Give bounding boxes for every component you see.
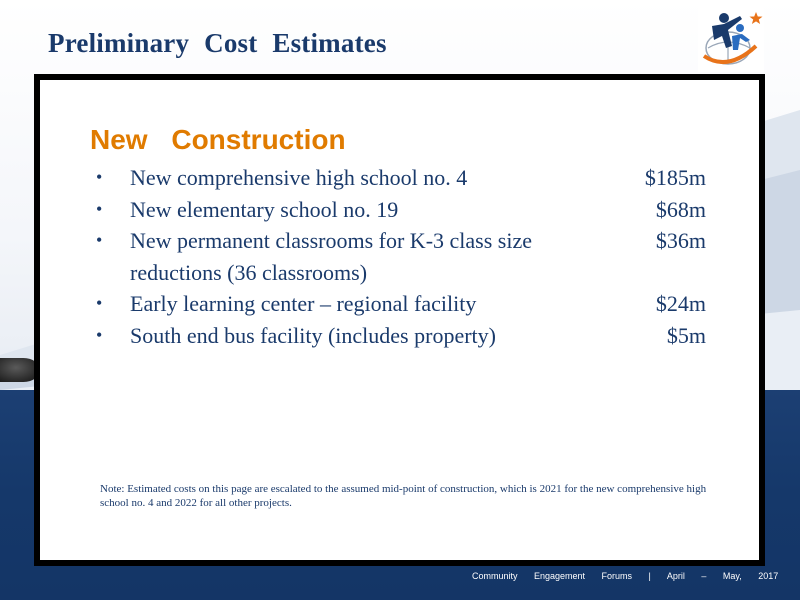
- people-star-globe-icon: [698, 6, 764, 72]
- slide-title: Preliminary Cost Estimates: [48, 28, 387, 58]
- bullet-icon: •: [96, 167, 103, 187]
- list-item: [96, 288, 706, 320]
- bullet-icon: •: [96, 230, 103, 250]
- list-item: [96, 320, 706, 352]
- item-label: New elementary school no. 19: [130, 196, 399, 222]
- item-label: New comprehensive high school no. 4: [130, 165, 468, 190]
- organization-logo: [698, 6, 764, 72]
- bullet-icon: •: [96, 198, 103, 219]
- content-panel: [34, 74, 765, 566]
- item-amount: $24m: [655, 291, 706, 316]
- item-label: South end bus facility (includes property): [130, 322, 496, 348]
- section-heading: New Construction: [90, 124, 346, 155]
- item-amount: $36m: [655, 228, 706, 253]
- bullet-icon: •: [96, 324, 103, 345]
- list-item: [96, 225, 706, 288]
- item-amount: $5m: [666, 322, 706, 348]
- bullet-icon: •: [96, 293, 103, 313]
- list-item: [96, 194, 706, 226]
- footer-text: Community Engagement Forums | April – May, 2017: [472, 571, 779, 581]
- content-panel-inner: [40, 80, 759, 560]
- item-amount: $185m: [644, 165, 706, 190]
- item-label: New permanent classrooms for K-3 class size reductions (36 classrooms): [130, 228, 532, 285]
- list-item: [96, 162, 706, 194]
- item-label: Early learning center – regional facility: [130, 291, 477, 316]
- footnote: Note: Estimated costs on this page are escalated to the assumed mid-point of construction, which is 2021 for the new comprehensive high school no. 4 and 2022 for all other projects.: [100, 483, 707, 509]
- cost-list: [96, 162, 706, 351]
- item-amount: $68m: [655, 196, 706, 222]
